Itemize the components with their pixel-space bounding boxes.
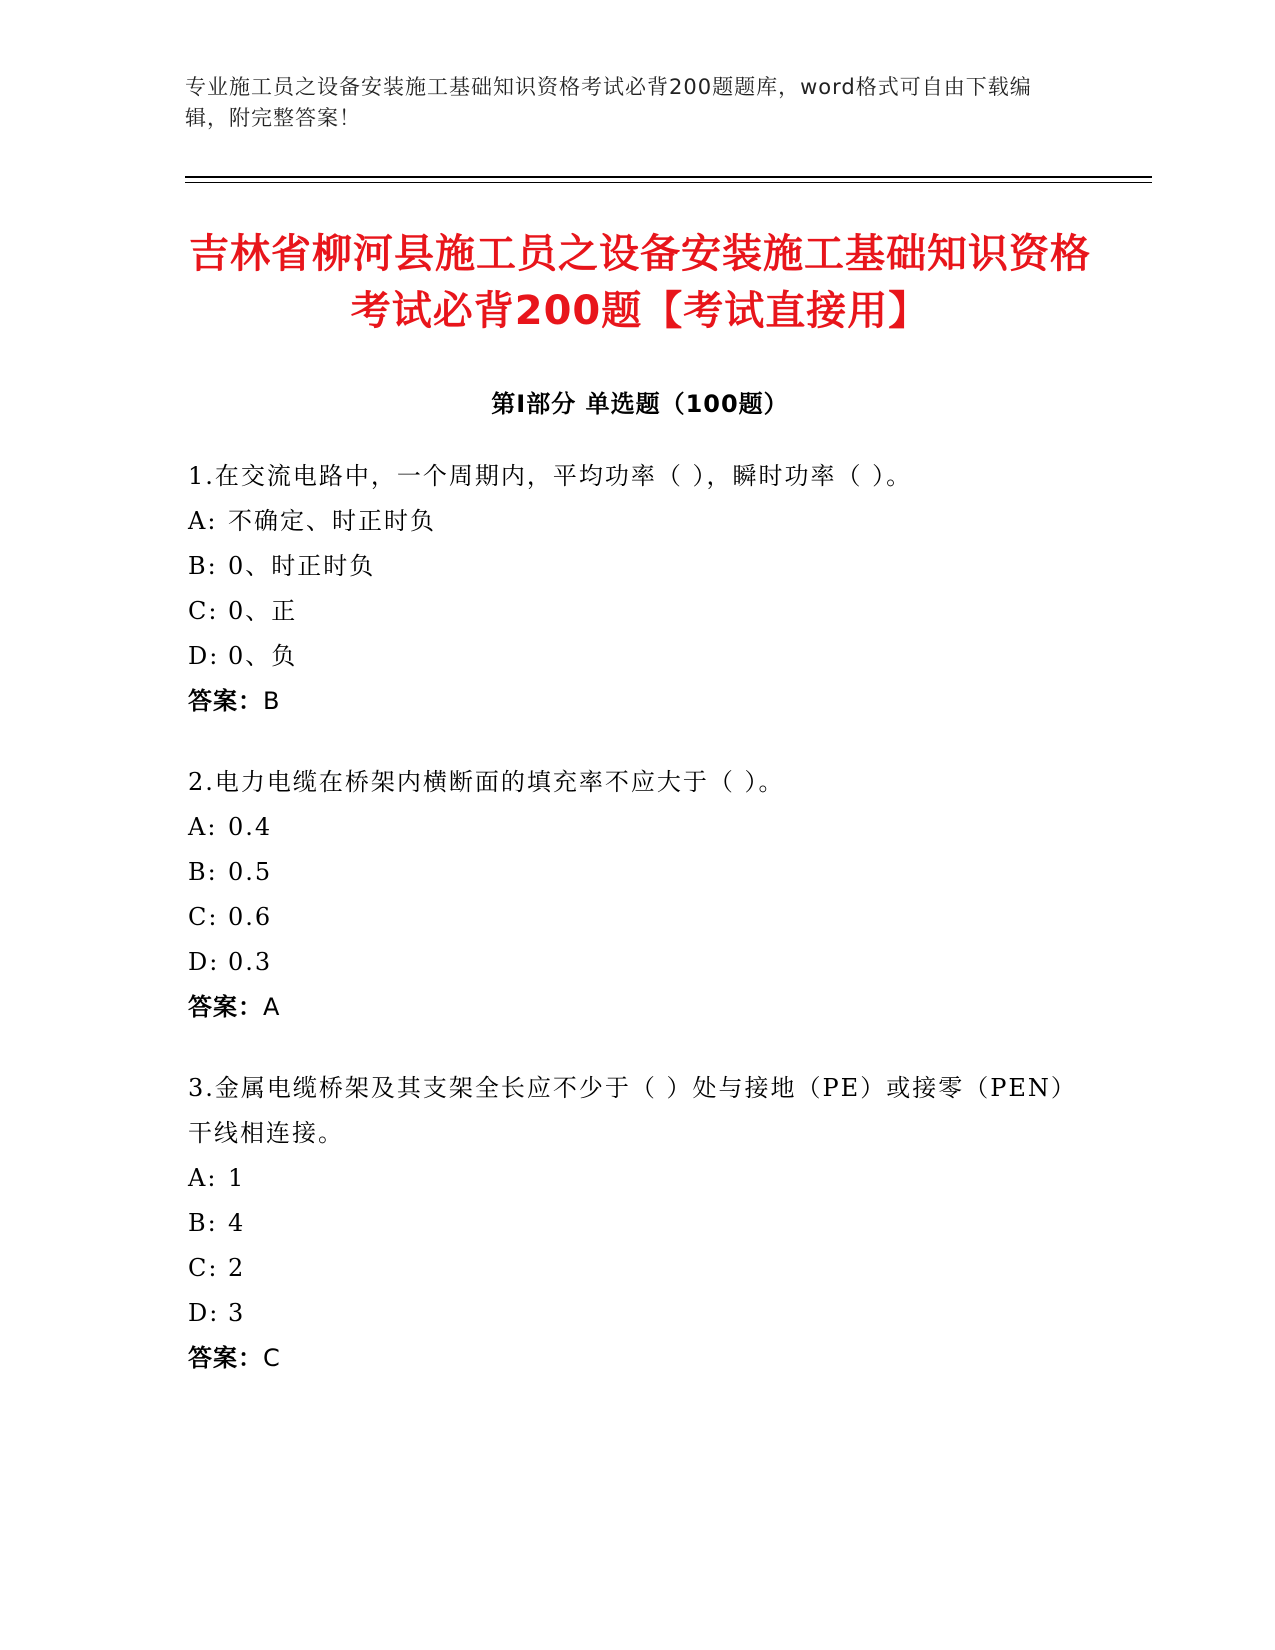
answer-value: A [263, 993, 281, 1021]
question-1 [188, 454, 1088, 724]
option-text: 4 [228, 1209, 246, 1237]
option-text: 0.4 [228, 813, 273, 841]
header-rule-thick [185, 176, 1152, 178]
option-text: 1 [228, 1164, 246, 1192]
option-a [188, 805, 1088, 850]
option-text: 2 [228, 1254, 246, 1282]
option-b [188, 1201, 1088, 1246]
option-key: B: [188, 552, 218, 580]
option-key: A: [188, 507, 218, 535]
option-c [188, 1246, 1088, 1291]
option-key: B: [188, 858, 218, 886]
question-text: 3.金属电缆桥架及其支架全长应不少于（ ）处与接地（PE）或接零（PEN）干线相连接。 [188, 1074, 1077, 1147]
option-key: C: [188, 597, 219, 625]
option-a [188, 499, 1088, 544]
document-title: 吉林省柳河县施工员之设备安装施工基础知识资格考试必背200题【考试直接用】 [189, 231, 1091, 334]
option-text: 0、负 [228, 642, 298, 670]
question-3 [188, 1066, 1088, 1381]
option-text: 0、时正时负 [228, 552, 376, 580]
answer-label: 答案： [188, 1344, 263, 1372]
option-text: 不确定、时正时负 [228, 507, 436, 535]
answer-line [188, 1336, 1088, 1381]
option-key: B: [188, 1209, 218, 1237]
option-text: 3 [228, 1299, 246, 1327]
answer-line [188, 679, 1088, 724]
option-text: 0.6 [228, 903, 273, 931]
answer-label: 答案： [188, 993, 263, 1021]
option-key: C: [188, 903, 219, 931]
question-text: 2.电力电缆在桥架内横断面的填充率不应大于（ ）。 [188, 768, 785, 796]
answer-line [188, 985, 1088, 1030]
option-key: D: [188, 642, 220, 670]
option-text: 0.5 [228, 858, 273, 886]
option-key: D: [188, 1299, 220, 1327]
option-b [188, 850, 1088, 895]
answer-value: C [263, 1344, 281, 1372]
section-title: 第Ⅰ部分 单选题（100题） [491, 390, 789, 418]
option-b [188, 544, 1088, 589]
question-2 [188, 760, 1088, 1030]
option-d [188, 1291, 1088, 1336]
option-c [188, 895, 1088, 940]
header-rule-thin [185, 182, 1152, 183]
option-c [188, 589, 1088, 634]
option-key: C: [188, 1254, 219, 1282]
option-d [188, 940, 1088, 985]
question-text: 1.在交流电路中，一个周期内，平均功率（ ），瞬时功率（ ）。 [188, 462, 913, 490]
header-note: 专业施工员之设备安装施工基础知识资格考试必背200题题库，word格式可自由下载编辑，附完整答案！ [185, 75, 1032, 130]
answer-label: 答案： [188, 687, 263, 715]
option-key: A: [188, 813, 218, 841]
option-key: A: [188, 1164, 218, 1192]
option-text: 0.3 [228, 948, 273, 976]
option-key: D: [188, 948, 220, 976]
option-text: 0、正 [228, 597, 298, 625]
answer-value: B [263, 687, 281, 715]
option-a [188, 1156, 1088, 1201]
option-d [188, 634, 1088, 679]
